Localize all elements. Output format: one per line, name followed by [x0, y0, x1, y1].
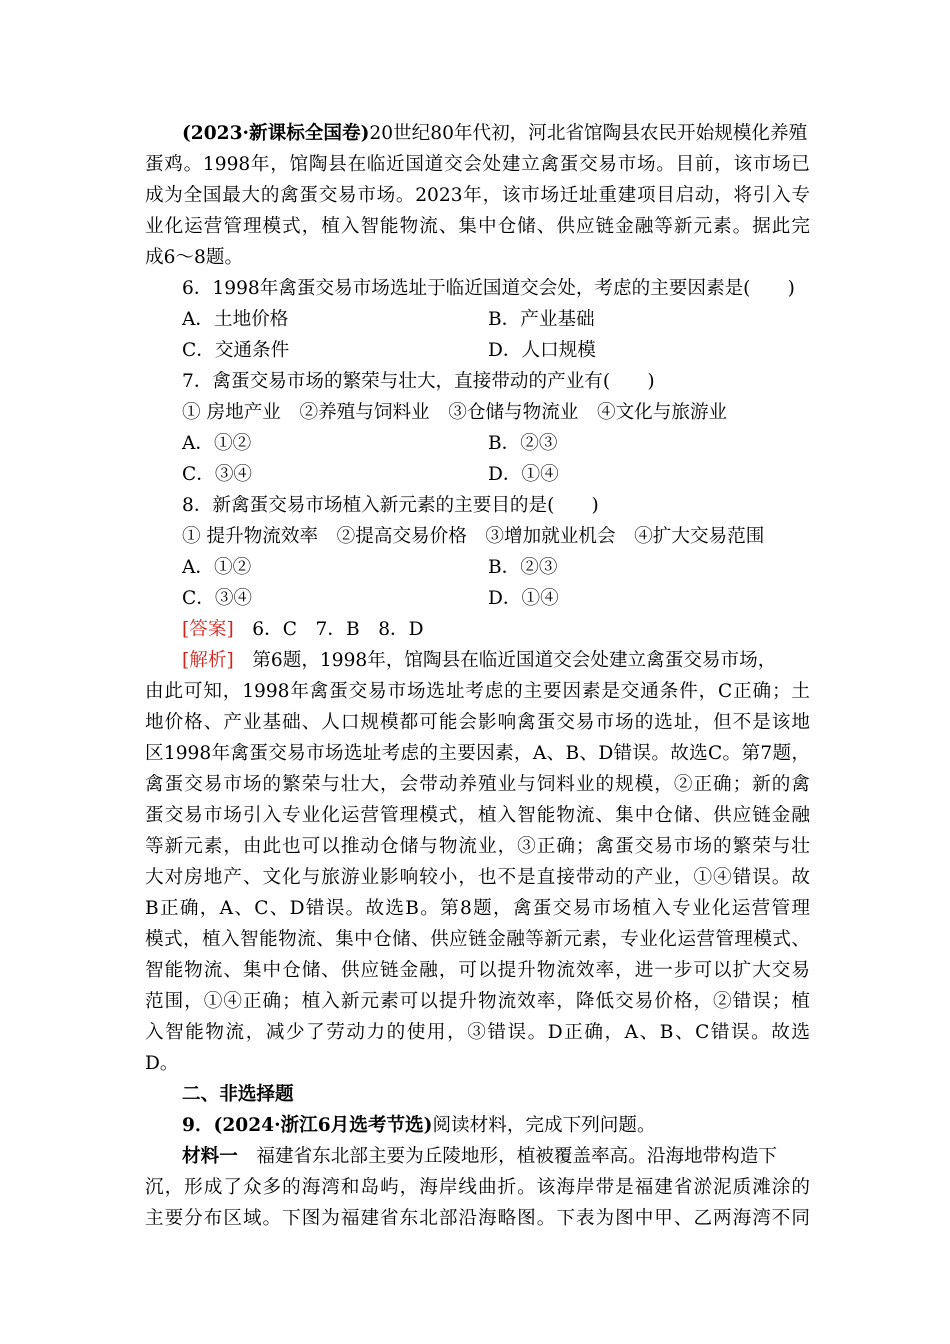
intro-line-2: 蛋鸡。1998年，馆陶县在临近国道交会处建立禽蛋交易市场。目前，该市场已 — [145, 154, 810, 175]
analysis-line: B正确，A、C、D错误。故选B。第8题，禽蛋交易市场植入专业化运营管理 — [145, 898, 810, 919]
document-page — [145, 118, 810, 1234]
answer-line — [145, 614, 810, 645]
q6-options-row-2 — [145, 335, 810, 366]
material-line: 沉，形成了众多的海湾和岛屿，海岸线曲折。该海岸带是福建省淤泥质滩涂的 — [145, 1177, 810, 1198]
intro-line-4: 业化运营管理模式，植入智能物流、集中仓储、供应链金融等新元素。据此完 — [145, 216, 810, 237]
material-label: 材料一 — [182, 1146, 238, 1167]
q9-source: 9．(2024·浙江6月选考节选) — [182, 1115, 433, 1136]
q6-option-c: C．交通条件 — [182, 340, 290, 361]
answer-text: 6．C 7．B 8．D — [233, 619, 424, 640]
analysis-line: 区1998年禽蛋交易市场选址考虑的主要因素，A、B、D错误。故选C。第7题， — [145, 743, 810, 764]
intro-text: 20世纪80年代初，河北省馆陶县农民开始规模化养殖 — [369, 123, 808, 144]
analysis-line: 模式，植入智能物流、集中仓储、供应链金融等新元素，专业化运营管理模式、 — [145, 929, 810, 950]
material-first: 福建省东北部主要为丘陵地形，植被覆盖率高。沿海地带构造下 — [237, 1146, 778, 1167]
answer-label: [答案] — [182, 619, 234, 640]
analysis-line: 蛋交易市场引入专业化运营管理模式，植入智能物流、集中仓储、供应链金融 — [145, 805, 810, 826]
q7-option-d: D．①④ — [488, 464, 559, 485]
q9-text: 阅读材料，完成下列问题。 — [432, 1115, 656, 1136]
material-line-1 — [145, 1141, 810, 1172]
analysis-line: 大对房地产、文化与旅游业影响较小，也不是直接带动的产业，①④错误。故 — [145, 867, 810, 888]
analysis-last-line: D。 — [145, 1053, 179, 1074]
q7-items: ① 房地产业 ②养殖与饲料业 ③仓储与物流业 ④文化与旅游业 — [182, 402, 728, 423]
q6-stem: 6．1998年禽蛋交易市场选址于临近国道交会处，考虑的主要因素是( ) — [182, 278, 795, 299]
q7-option-c: C．③④ — [182, 464, 253, 485]
intro-line-1 — [145, 118, 810, 149]
q7-options-row-2 — [145, 459, 810, 490]
q6-option-b: B．产业基础 — [488, 309, 595, 330]
q8-option-d: D．①④ — [488, 588, 559, 609]
analysis-line: 禽蛋交易市场的繁荣与壮大，会带动养殖业与饲料业的规模，②正确；新的禽 — [145, 774, 810, 795]
material-line: 主要分布区域。下图为福建省东北部沿海略图。下表为图中甲、乙两海湾不同 — [145, 1208, 810, 1229]
analysis-line: 地价格、产业基础、人口规模都可能会影响禽蛋交易市场的选址，但不是该地 — [145, 712, 810, 733]
q7-stem: 7．禽蛋交易市场的繁荣与壮大，直接带动的产业有( ) — [182, 371, 655, 392]
q8-option-c: C．③④ — [182, 588, 253, 609]
q8-option-b: B．②③ — [488, 557, 558, 578]
analysis-line-1 — [145, 645, 810, 676]
q6-option-a: A．土地价格 — [182, 309, 289, 330]
intro-line-3: 成为全国最大的禽蛋交易市场。2023年，该市场迁址重建项目启动，将引入专 — [145, 185, 810, 206]
section-heading: 二、非选择题 — [182, 1084, 294, 1105]
intro-source: (2023·新课标全国卷) — [182, 123, 370, 144]
q8-stem: 8．新禽蛋交易市场植入新元素的主要目的是( ) — [182, 495, 599, 516]
q6-options-row-1 — [145, 304, 810, 335]
q8-options-row-1 — [145, 552, 810, 583]
q8-option-a: A．①② — [182, 557, 252, 578]
q9-stem — [145, 1110, 810, 1141]
analysis-first: 第6题，1998年，馆陶县在临近国道交会处建立禽蛋交易市场， — [233, 650, 777, 671]
analysis-line: 范围，①④正确；植入新元素可以提升物流效率，降低交易价格，②错误；植 — [145, 991, 810, 1012]
q8-options-row-2 — [145, 583, 810, 614]
intro-line-5: 成6～8题。 — [145, 247, 244, 268]
analysis-label: [解析] — [182, 650, 234, 671]
q7-option-b: B．②③ — [488, 433, 558, 454]
q7-option-a: A．①② — [182, 433, 252, 454]
analysis-line: 等新元素，由此也可以推动仓储与物流业，③正确；禽蛋交易市场的繁荣与壮 — [145, 836, 810, 857]
q6-option-d: D．人口规模 — [488, 340, 596, 361]
q8-items: ① 提升物流效率 ②提高交易价格 ③增加就业机会 ④扩大交易范围 — [182, 526, 765, 547]
q7-options-row-1 — [145, 428, 810, 459]
analysis-line: 由此可知，1998年禽蛋交易市场选址考虑的主要因素是交通条件，C正确；土 — [145, 681, 810, 702]
analysis-line: 智能物流、集中仓储、供应链金融，可以提升物流效率，进一步可以扩大交易 — [145, 960, 810, 981]
analysis-line: 入智能物流，减少了劳动力的使用，③错误。D正确，A、B、C错误。故选 — [145, 1022, 810, 1043]
